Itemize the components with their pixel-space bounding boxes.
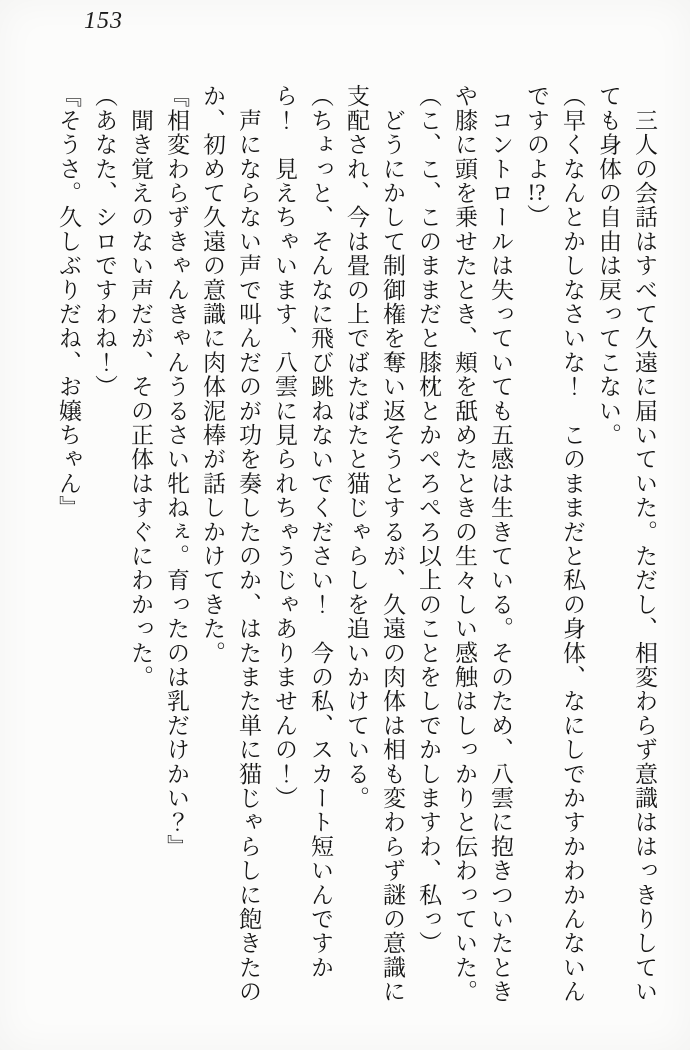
text-block [50, 84, 662, 1032]
page-number: 153 [84, 8, 123, 34]
paragraph: コントロールは失っていても五感は生きている。そのため、八雲に抱きついたとき や膝に頭を乗せたとき、頬を舐めたときの生々しい感触はしっかりと伝わっていた。 [452, 84, 513, 1004]
paragraph: 声にならない声で叫んだのが功を奏したのか、はたまた単に猫じゃらしに飽きたの か、初めて久遠の意識に肉体泥棒が話しかけてきた。 [200, 84, 261, 1004]
paragraph: 『相変わらずきゃんきゃんうるさい牝ねぇ。育ったのは乳だけかい？』 [164, 84, 189, 859]
paragraph: （ちょっと、そんなに飛び跳ねないでください！ 今の私、スカート短いんですか ら！ 見えちゃいます、八雲に見られちゃうじゃありませんの！） [272, 84, 333, 980]
paragraph: 『そうさ。久しぶりだね、お嬢ちゃん』 [56, 84, 81, 520]
tatechuyoko: !? [527, 180, 546, 204]
paragraph: （早くなんとかしなさいな！ このままだと私の身体、なにしでかすかわかんないん ですのよ!?） [524, 84, 585, 1004]
paragraph: （こ、こ、このままだと膝枕とかぺろぺろ以上のことをしでかしますわ、私っ） [416, 84, 441, 956]
paragraph: 三人の会話はすべて久遠に届いていた。ただし、相変わらず意識ははっきりしてい ても身体の自由は戻ってこない。 [596, 84, 657, 1004]
paragraph: （あなた、シロですわね！） [92, 84, 117, 399]
paragraph: どうにかして制御権を奪い返そうとするが、久遠の肉体は相も変わらず謎の意識に 支配され、今は畳の上でばたばたと猫じゃらしを追いかけている。 [344, 84, 405, 1004]
paragraph: 聞き覚えのない声だが、その正体はすぐにわかった。 [128, 84, 153, 689]
